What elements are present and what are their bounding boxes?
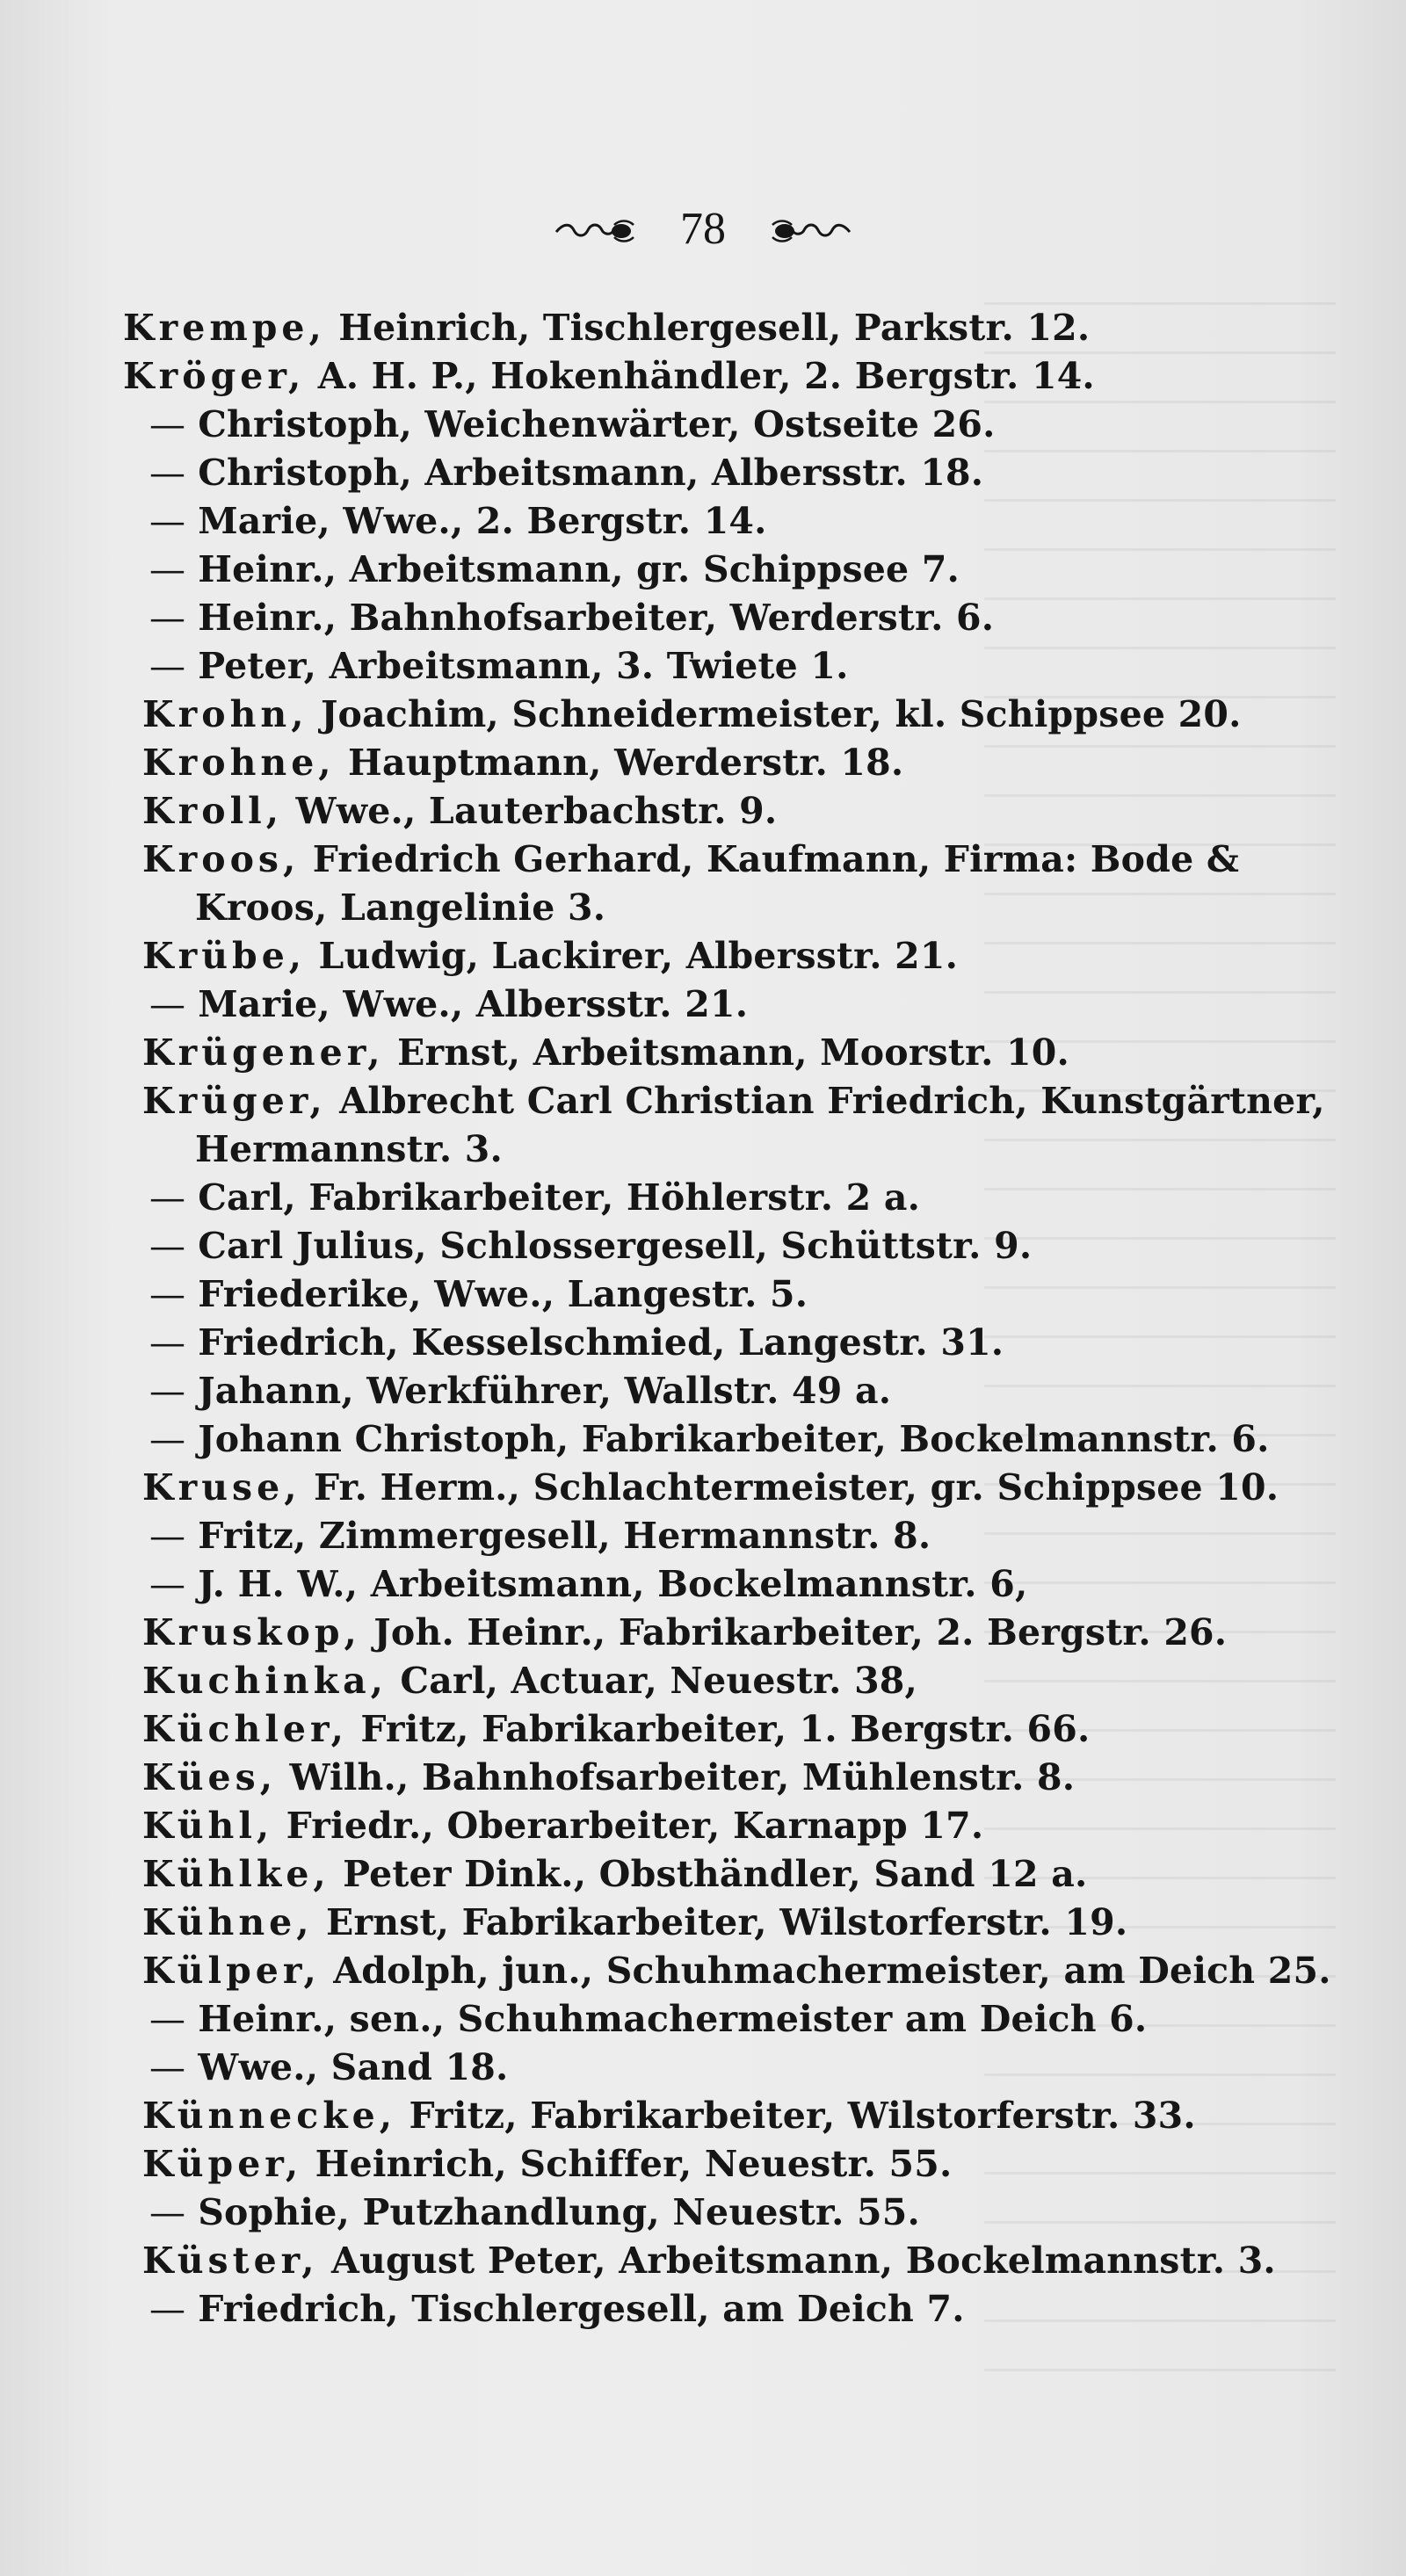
ditto-dash: — <box>149 500 186 542</box>
directory-entry <box>149 448 983 497</box>
entry-details: Fritz, Fabrikarbeiter, 1. Bergstr. 66. <box>347 1708 1091 1750</box>
directory-entry <box>142 931 958 980</box>
entry-details: Carl, Fabrikarbeiter, Höhlerstr. 2 a. <box>198 1176 921 1219</box>
ditto-dash: — <box>149 1273 186 1315</box>
surname: Kühlke, <box>142 1853 330 1895</box>
directory-entry <box>149 1415 1270 1464</box>
directory-entry <box>142 690 1242 739</box>
surname: Krügener, <box>142 1031 385 1074</box>
entry-details: Heinr., Arbeitsmann, gr. Schippsee 7. <box>198 548 960 590</box>
surname: Krempe, <box>123 307 326 349</box>
entry-details: Friedr., Oberarbeiter, Karnapp 17. <box>273 1805 984 1847</box>
entry-details: J. H. W., Arbeitsmann, Bockelmannstr. 6, <box>198 1563 1028 1605</box>
surname: Külper, <box>142 1950 321 1992</box>
surname: Küster, <box>142 2240 319 2282</box>
directory-entry <box>149 1559 1027 1609</box>
surname: Kühne, <box>142 1901 314 1943</box>
directory-entry <box>149 1270 808 1319</box>
entry-details: Hauptmann, Werderstr. 18. <box>335 742 904 784</box>
entry-details: Peter Dink., Obsthändler, Sand 12 a. <box>330 1853 1088 1895</box>
directory-entry <box>142 1704 1090 1754</box>
ditto-dash: — <box>149 2046 186 2088</box>
page-number: 78 <box>680 203 726 254</box>
directory-entry <box>142 738 903 787</box>
surname: Künnecke, <box>142 2095 396 2137</box>
directory-entry <box>149 2043 509 2092</box>
directory-entry <box>142 1076 1325 1125</box>
entry-details: Friedrich Gerhard, Kaufmann, Firma: Bode & <box>300 838 1240 880</box>
ditto-dash: — <box>149 2191 186 2233</box>
entry-details: Fritz, Zimmergesell, Hermannstr. 8. <box>198 1515 931 1557</box>
ditto-dash: — <box>149 1321 186 1364</box>
surname: Küchler, <box>142 1708 348 1750</box>
page-header <box>0 195 1406 260</box>
directory-entry <box>142 1898 1127 1947</box>
ditto-dash: — <box>149 1176 186 1219</box>
directory-entry <box>142 1463 1279 1512</box>
entry-details: Fritz, Fabrikarbeiter, Wilstorferstr. 33. <box>395 2095 1196 2137</box>
directory-entry <box>142 786 777 836</box>
directory-entry <box>142 2139 952 2189</box>
directory-entry <box>149 1366 891 1415</box>
directory-entry <box>149 2188 920 2237</box>
directory-entry <box>142 1608 1227 1657</box>
right-flourish-ornament <box>771 199 852 260</box>
ditto-dash: — <box>149 452 186 494</box>
entry-details: Heinr., Bahnhofsarbeiter, Werderstr. 6. <box>198 597 995 639</box>
entry-details: Friedrich, Tischlergesell, am Deich 7. <box>198 2288 965 2330</box>
entry-details: Johann Christoph, Fabrikarbeiter, Bockelmannstr. 6. <box>198 1418 1270 1460</box>
ditto-dash: — <box>149 1370 186 1412</box>
entry-details: Carl, Actuar, Neuestr. 38, <box>387 1660 917 1702</box>
directory-entry <box>149 2284 965 2334</box>
directory-entry <box>149 980 748 1029</box>
ditto-dash: — <box>149 983 186 1025</box>
surname: Kroos, <box>142 838 301 880</box>
entry-details: Kroos, Langelinie 3. <box>195 886 606 929</box>
surname: Krübe, <box>142 935 307 977</box>
directory-entry <box>149 641 849 691</box>
directory-entry <box>149 400 996 449</box>
directory-entry <box>142 1753 1075 1802</box>
directory-entry <box>149 1511 931 1560</box>
entry-details: Heinrich, Schiffer, Neuestr. 55. <box>302 2143 953 2185</box>
directory-entry <box>142 1946 1331 1995</box>
surname: Kroll, <box>142 790 284 832</box>
surname: Krohn, <box>142 693 308 735</box>
ditto-dash: — <box>149 2288 186 2330</box>
entry-details: Wwe., Lauterbachstr. 9. <box>283 790 778 832</box>
entry-details: Ernst, Fabrikarbeiter, Wilstorferstr. 19. <box>313 1901 1128 1943</box>
directory-entry <box>149 496 767 546</box>
entry-details: Heinrich, Tischlergesell, Parkstr. 12. <box>325 307 1091 349</box>
directory-entry <box>149 1173 920 1222</box>
surname: Küper, <box>142 2143 303 2185</box>
directory-entry <box>149 545 960 594</box>
surname: Kruskop, <box>142 1611 361 1653</box>
entry-details: Wilh., Bahnhofsarbeiter, Mühlenstr. 8. <box>277 1756 1076 1798</box>
entry-details: A. H. P., Hokenhändler, 2. Bergstr. 14. <box>305 355 1095 397</box>
entry-details: Marie, Wwe., Albersstr. 21. <box>198 983 749 1025</box>
directory-entry <box>142 1801 983 1850</box>
entry-details: Christoph, Weichenwärter, Ostseite 26. <box>198 403 996 445</box>
ditto-dash: — <box>149 1563 186 1605</box>
entry-details: Adolph, jun., Schuhmachermeister, am Deich 25. <box>320 1950 1331 1992</box>
directory-entry <box>195 883 605 932</box>
surname: Kuchinka, <box>142 1660 388 1702</box>
surname: Kühl, <box>142 1805 274 1847</box>
surname: Krohne, <box>142 742 336 784</box>
surname: Kües, <box>142 1756 277 1798</box>
entry-details: Wwe., Sand 18. <box>198 2046 509 2088</box>
directory-entry <box>195 1125 503 1174</box>
entry-details: Albrecht Carl Christian Friedrich, Kunstgärtner, <box>326 1080 1325 1122</box>
directory-entry <box>149 1994 1147 2044</box>
entry-details: Christoph, Arbeitsmann, Albersstr. 18. <box>198 452 984 494</box>
directory-entry <box>142 1849 1087 1899</box>
surname: Kröger, <box>123 355 306 397</box>
directory-entry <box>149 1318 1004 1367</box>
entry-details: Joachim, Schneidermeister, kl. Schippsee 20. <box>308 693 1242 735</box>
entry-details: Heinr., sen., Schuhmachermeister am Deich 6. <box>198 1998 1148 2040</box>
entry-details: Joh. Heinr., Fabrikarbeiter, 2. Bergstr. 26. <box>360 1611 1228 1653</box>
entry-details: Peter, Arbeitsmann, 3. Twiete 1. <box>198 645 849 687</box>
surname: Krüger, <box>142 1080 327 1122</box>
entry-details: Fr. Herm., Schlachtermeister, gr. Schippsee 10. <box>301 1466 1279 1509</box>
directory-entry <box>142 1028 1069 1077</box>
entry-details: Ernst, Arbeitsmann, Moorstr. 10. <box>384 1031 1069 1074</box>
ditto-dash: — <box>149 1515 186 1557</box>
directory-entry <box>123 351 1095 401</box>
entry-details: Carl Julius, Schlossergesell, Schüttstr. 9. <box>198 1225 1033 1267</box>
entry-details: Ludwig, Lackirer, Albersstr. 21. <box>306 935 959 977</box>
ditto-dash: — <box>149 1998 186 2040</box>
directory-entry <box>142 835 1239 884</box>
bleed-through-texture <box>984 264 1336 2372</box>
directory-entry <box>142 2236 1276 2285</box>
ditto-dash: — <box>149 645 186 687</box>
entry-details: Hermannstr. 3. <box>195 1128 503 1170</box>
directory-entry <box>142 2091 1196 2140</box>
entry-details: Jahann, Werkführer, Wallstr. 49 a. <box>198 1370 892 1412</box>
entry-details: Friedrich, Kesselschmied, Langestr. 31. <box>198 1321 1004 1364</box>
entry-details: Friederike, Wwe., Langestr. 5. <box>198 1273 808 1315</box>
ditto-dash: — <box>149 597 186 639</box>
directory-entry <box>149 593 994 642</box>
directory-entry <box>149 1221 1032 1270</box>
ditto-dash: — <box>149 548 186 590</box>
entry-details: Sophie, Putzhandlung, Neuestr. 55. <box>198 2191 920 2233</box>
ditto-dash: — <box>149 1418 186 1460</box>
entry-details: Marie, Wwe., 2. Bergstr. 14. <box>198 500 767 542</box>
ditto-dash: — <box>149 1225 186 1267</box>
left-flourish-ornament <box>554 199 635 260</box>
directory-entry <box>123 303 1090 352</box>
surname: Kruse, <box>142 1466 301 1509</box>
entry-details: August Peter, Arbeitsmann, Bockelmannstr. 3. <box>318 2240 1276 2282</box>
directory-entry <box>142 1656 917 1705</box>
ditto-dash: — <box>149 403 186 445</box>
